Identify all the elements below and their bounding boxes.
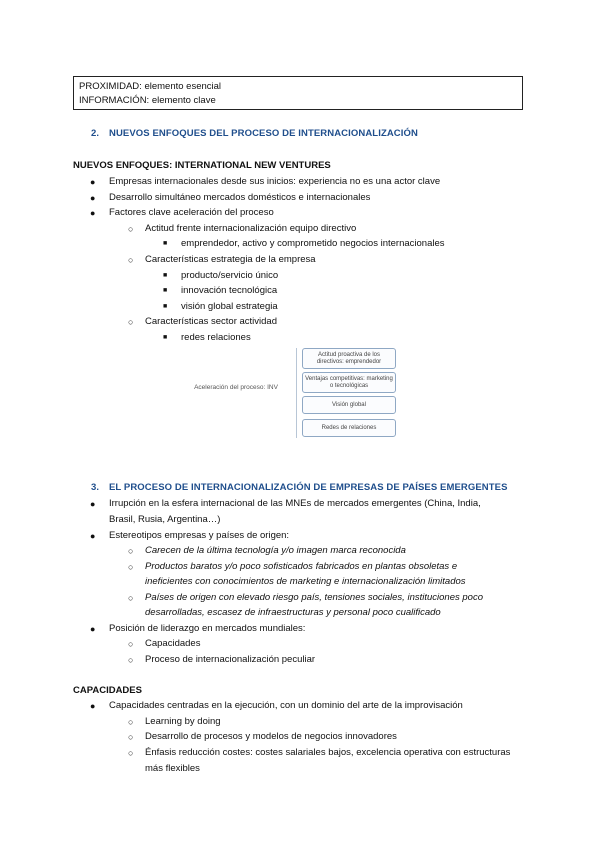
bullet-circle: ○ [128,593,134,603]
section-2-heading [91,128,418,139]
list-item: más flexibles [145,763,200,774]
box-line-informacion: INFORMACIÓN: elemento clave [79,95,216,106]
bullet-circle: ○ [128,717,134,727]
bullet-circle: ○ [128,255,134,265]
list-item: Énfasis reducción costes: costes salariales bajos, excelencia operativa con estructuras [145,747,511,758]
bullet-square: ■ [163,287,168,294]
bullet-disc: ● [90,193,96,203]
list-item: Características estrategia de la empresa [145,254,316,265]
list-item: Productos baratos y/o poco sofisticados fabricados en plantas obsoletas e [145,561,458,572]
list-item: Características sector actividad [145,316,277,327]
bullet-square: ■ [163,334,168,341]
list-item: Empresas internacionales desde sus inicios: experiencia no es una actor clave [109,176,441,187]
section-3-title: EL PROCESO DE INTERNACIONALIZACIÓN DE EMPRESAS DE PAÍSES EMERGENTES [109,482,508,493]
list-item: Proceso de internacionalización peculiar [145,654,316,665]
list-item: Learning by doing [145,716,221,727]
diagram-box: Ventajas competitivas: marketing o tecnológicas [302,372,396,393]
bullet-disc: ● [90,208,96,218]
bullet-disc: ● [90,624,96,634]
diagram-label: Aceleración del proceso: INV [194,384,278,391]
list-item: producto/servicio único [181,270,279,281]
diagram-box: Redes de relaciones [302,419,396,437]
bullet-circle: ○ [128,317,134,327]
section-3-heading [91,482,508,493]
diagram-box: Actitud proactiva de los directivos: emprendedor [302,348,396,369]
list-item: Carecen de la última tecnología y/o imagen marca reconocida [145,545,406,556]
list-item: Factores clave aceleración del proceso [109,207,274,218]
section-2-title: NUEVOS ENFOQUES DEL PROCESO DE INTERNACIONALIZACIÓN [109,128,418,139]
bullet-circle: ○ [128,748,134,758]
bullet-square: ■ [163,240,168,247]
section-2-subtitle: NUEVOS ENFOQUES: INTERNATIONAL NEW VENTURES [73,160,331,171]
list-item: Capacidades centradas en la ejecución, con un dominio del arte de la improvisación [109,700,463,711]
section-2-number: 2. [91,128,100,139]
bullet-disc: ● [90,531,96,541]
list-item: Irrupción en la esfera internacional de las MNEs de mercados emergentes (China, India, [109,498,481,509]
diagram-box: Visión global [302,396,396,414]
list-item: innovación tecnológica [181,285,278,296]
section-3-number: 3. [91,482,100,493]
bullet-square: ■ [163,272,168,279]
bullet-circle: ○ [128,224,134,234]
bullet-square: ■ [163,303,168,310]
bullet-circle: ○ [128,546,134,556]
list-item: visión global estrategia [181,301,278,312]
diagram-bracket [296,348,301,438]
list-item: redes relaciones [181,332,251,343]
list-item: Estereotipos empresas y países de origen: [109,530,290,541]
list-item: Desarrollo simultáneo mercados domésticos e internacionales [109,192,371,203]
list-item: emprendedor, activo y comprometido negocios internacionales [181,238,445,249]
bullet-disc: ● [90,701,96,711]
summary-box [73,76,523,110]
bullet-circle: ○ [128,655,134,665]
list-item: Posición de liderazgo en mercados mundiales: [109,623,306,634]
list-item: ineficientes con conocimientos de marketing e internacionalización limitados [145,576,466,587]
capacidades-heading: CAPACIDADES [73,685,142,696]
list-item: Brasil, Rusia, Argentina…) [109,514,221,525]
list-item: desarrolladas, escasez de infraestructuras y personal poco cualificado [145,607,441,618]
bullet-circle: ○ [128,639,134,649]
bullet-circle: ○ [128,732,134,742]
list-item: Capacidades [145,638,201,649]
list-item: Países de origen con elevado riesgo país, tensiones sociales, instituciones poco [145,592,483,603]
list-item: Actitud frente internacionalización equipo directivo [145,223,357,234]
bullet-disc: ● [90,499,96,509]
bullet-circle: ○ [128,562,134,572]
box-line-proximidad: PROXIMIDAD: elemento esencial [79,81,222,92]
list-item: Desarrollo de procesos y modelos de negocios innovadores [145,731,397,742]
acceleration-diagram [180,346,400,440]
bullet-disc: ● [90,177,96,187]
